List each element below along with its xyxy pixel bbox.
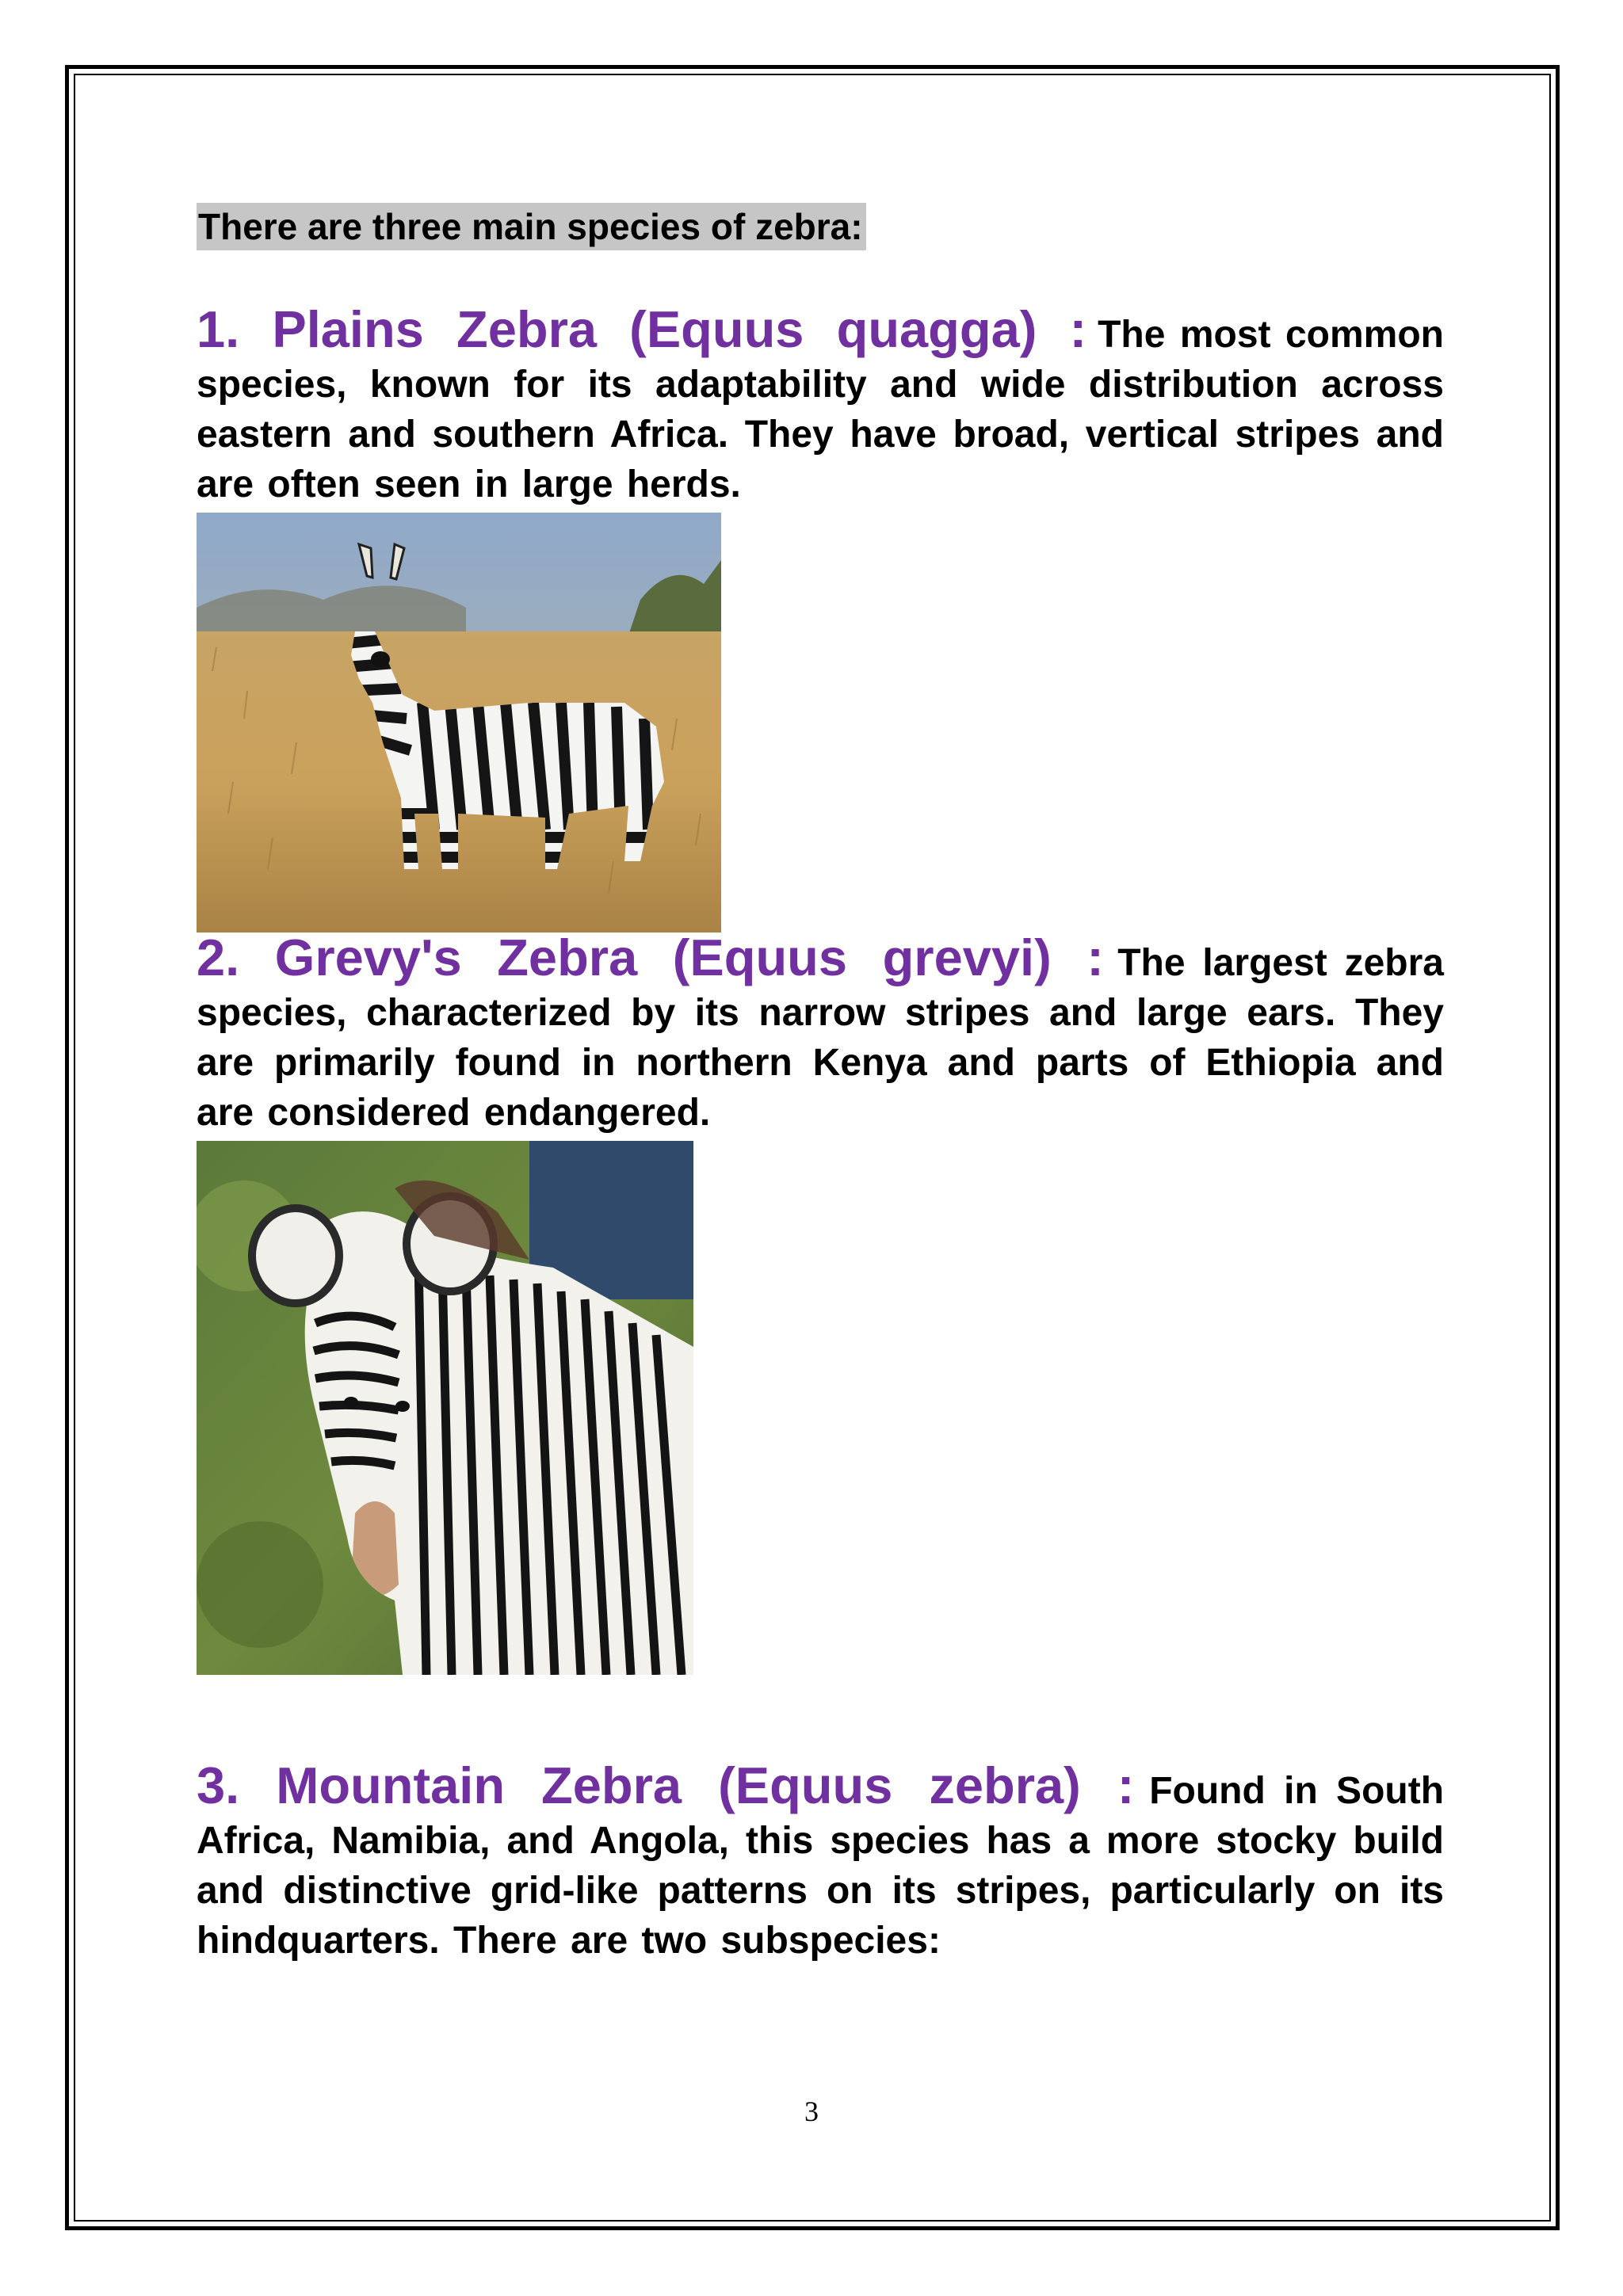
- document-body: [197, 190, 1444, 1966]
- grevys-zebra-photo: [197, 1141, 693, 1675]
- section-heading: 1. Plains Zebra (Equus quagga) :: [197, 300, 1087, 358]
- section-heading: 3. Mountain Zebra (Equus zebra) :: [197, 1756, 1135, 1814]
- page-number: 3: [804, 2096, 819, 2127]
- section-heading: 2. Grevy's Zebra (Equus grevyi) :: [197, 929, 1104, 986]
- section-body: The most common species, known for its adaptability and wide distribution across eastern and southern Africa. They have broad, vertical stripes and are often seen in large herds.: [197, 314, 1444, 505]
- section-mountain-zebra: [197, 1756, 1445, 1966]
- intro-highlighted-text: There are three main species of zebra:: [197, 203, 866, 250]
- section-body: Found in South Africa, Namibia, and Angola, this species has a more stocky build and distinctive grid-like patterns on its stripes, particularly on its hindquarters. There are two subspecies:: [197, 1770, 1445, 1962]
- section-plains-zebra: [197, 300, 1444, 509]
- section-body: The largest zebra species, characterized by its narrow stripes and large ears. They are primarily found in northern Kenya and parts of Ethiopia and are considered endangered.: [197, 942, 1445, 1134]
- plains-zebra-photo: [197, 513, 721, 933]
- section-grevys-zebra: [197, 929, 1445, 1138]
